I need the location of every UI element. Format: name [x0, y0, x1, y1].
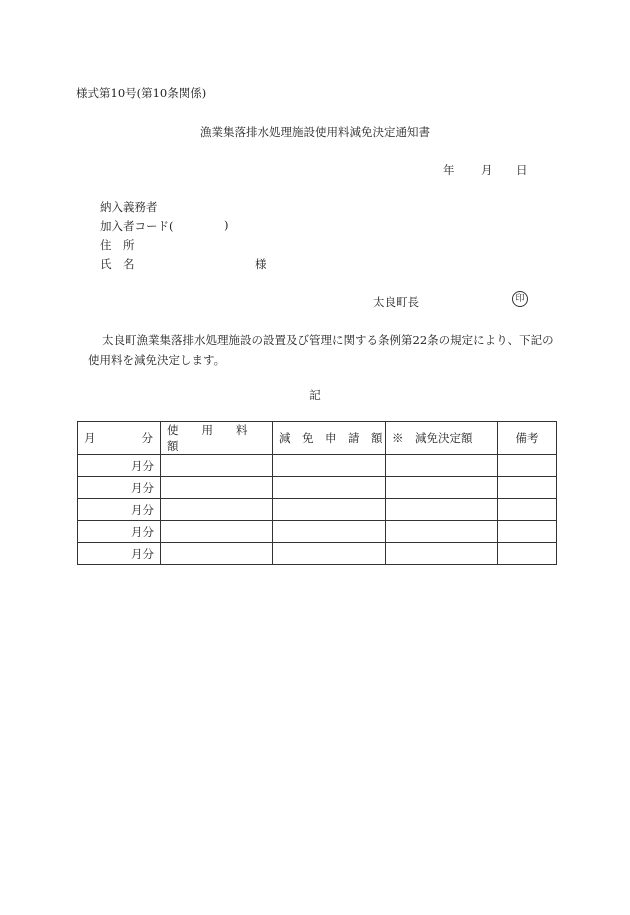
table-row [78, 499, 557, 521]
issuer-title: 太良町長 [373, 295, 419, 309]
remarks-cell [498, 477, 557, 499]
header-requested-reduction: 減 免 申 請 額 [273, 422, 386, 455]
fee-reduction-table [77, 421, 557, 565]
date-day-label: 日 [516, 163, 528, 177]
header-usage-fee: 使 用 料 額 [161, 422, 273, 455]
header-month: 月 分 [78, 422, 161, 455]
form-number: 様式第10号(第10条関係) [76, 86, 207, 100]
month-cell: 月分 [78, 521, 161, 543]
month-cell: 月分 [78, 477, 161, 499]
remarks-cell [498, 499, 557, 521]
obligor-label: 納入義務者 [100, 200, 158, 214]
table-row [78, 543, 557, 565]
date-month-label: 月 [481, 163, 493, 177]
decided-reduction-cell [386, 543, 498, 565]
usage-fee-cell [161, 477, 273, 499]
name-label: 氏 名 [100, 257, 135, 271]
requested-reduction-cell [273, 521, 386, 543]
date-year-label: 年 [443, 163, 455, 177]
decided-reduction-cell [386, 477, 498, 499]
usage-fee-cell [161, 455, 273, 477]
seal-mark: 印 [512, 291, 528, 307]
header-decided-reduction: ※ 減免決定額 [386, 422, 498, 455]
requested-reduction-cell [273, 455, 386, 477]
ki-heading: 記 [309, 388, 321, 402]
subscriber-code-close: ) [224, 218, 229, 232]
decided-reduction-cell [386, 499, 498, 521]
notice-body-text: 太良町漁業集落排水処理施設の設置及び管理に関する条例第22条の規定により、下記の使用料を減免決定します。 [88, 333, 554, 367]
remarks-cell [498, 455, 557, 477]
table-header-row [78, 422, 557, 455]
decided-reduction-cell [386, 455, 498, 477]
address-label: 住 所 [100, 238, 135, 252]
usage-fee-cell [161, 521, 273, 543]
month-cell: 月分 [78, 455, 161, 477]
document-title: 漁業集落排水処理施設使用料減免決定通知書 [200, 125, 430, 139]
honorific-label: 様 [255, 257, 267, 271]
usage-fee-cell [161, 499, 273, 521]
requested-reduction-cell [273, 543, 386, 565]
table-row [78, 455, 557, 477]
table-row [78, 521, 557, 543]
month-cell: 月分 [78, 543, 161, 565]
decided-reduction-cell [386, 521, 498, 543]
table-row [78, 477, 557, 499]
usage-fee-cell [161, 543, 273, 565]
requested-reduction-cell [273, 499, 386, 521]
remarks-cell [498, 543, 557, 565]
month-cell: 月分 [78, 499, 161, 521]
header-remarks: 備考 [498, 422, 557, 455]
subscriber-code-label: 加入者コード( [100, 219, 174, 233]
requested-reduction-cell [273, 477, 386, 499]
remarks-cell [498, 521, 557, 543]
